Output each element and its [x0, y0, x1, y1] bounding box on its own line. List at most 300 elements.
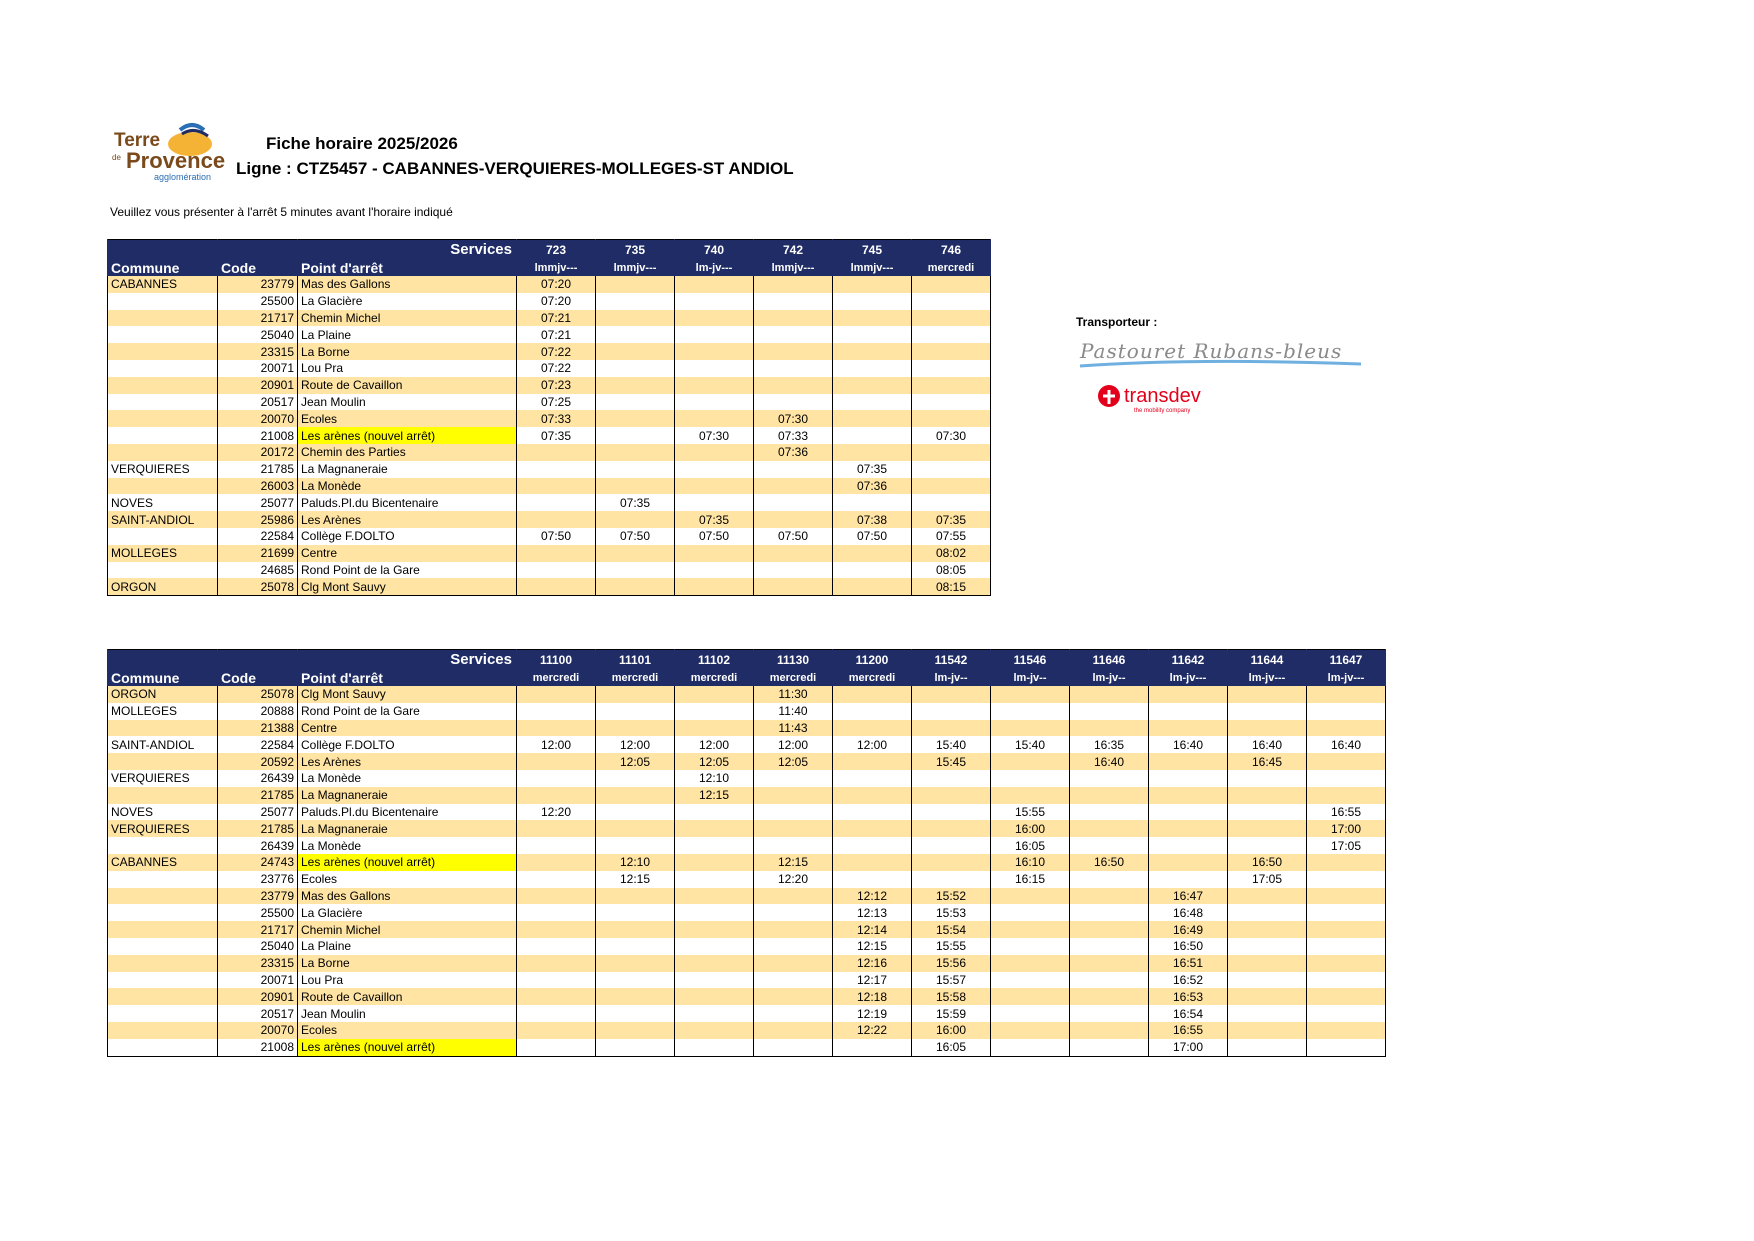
time-cell: [1228, 904, 1307, 921]
time-cell: [912, 686, 991, 703]
table-row: [108, 820, 1386, 837]
time-cell: 16:55: [1149, 1022, 1228, 1039]
time-cell: [596, 1022, 675, 1039]
commune-cell: [108, 955, 218, 972]
svg-text:Pastouret Rubans-bleus: Pastouret Rubans-bleus: [1080, 339, 1343, 363]
time-cell: [1070, 1039, 1149, 1056]
time-cell: [596, 478, 675, 495]
service-number: 11102: [675, 650, 754, 669]
code-cell: 21008: [218, 1039, 298, 1056]
time-cell: 16:40: [1070, 753, 1149, 770]
time-cell: [1070, 1022, 1149, 1039]
code-cell: 20888: [218, 703, 298, 720]
commune-cell: MOLLEGES: [108, 703, 218, 720]
time-cell: [1228, 820, 1307, 837]
time-cell: [1228, 770, 1307, 787]
time-cell: [675, 293, 754, 310]
time-cell: [1307, 904, 1386, 921]
time-cell: 16:50: [1070, 854, 1149, 871]
time-cell: [517, 938, 596, 955]
time-cell: [754, 1039, 833, 1056]
time-cell: [754, 276, 833, 293]
time-cell: [754, 377, 833, 394]
stop-name-cell: La Borne: [298, 343, 517, 360]
time-cell: [1149, 770, 1228, 787]
commune-cell: [108, 988, 218, 1005]
time-cell: 12:12: [833, 888, 912, 905]
commune-cell: MOLLEGES: [108, 545, 218, 562]
time-cell: [754, 545, 833, 562]
time-cell: [517, 562, 596, 579]
code-cell: 23779: [218, 888, 298, 905]
time-cell: 15:55: [912, 938, 991, 955]
time-cell: [991, 1039, 1070, 1056]
time-cell: [517, 854, 596, 871]
time-cell: [596, 972, 675, 989]
col-point-arret: Point d'arrêt: [298, 258, 517, 276]
time-cell: [1307, 888, 1386, 905]
code-cell: 20070: [218, 410, 298, 427]
code-cell: 25040: [218, 326, 298, 343]
code-cell: 20517: [218, 1005, 298, 1022]
stop-name-cell: Collège F.DOLTO: [298, 528, 517, 545]
commune-cell: [108, 427, 218, 444]
time-cell: [754, 955, 833, 972]
service-number: 11546: [991, 650, 1070, 669]
time-cell: 07:35: [675, 511, 754, 528]
stop-name-cell: Chemin des Parties: [298, 444, 517, 461]
table-row: [108, 394, 991, 411]
time-cell: [675, 326, 754, 343]
time-cell: 16:51: [1149, 955, 1228, 972]
time-cell: [675, 343, 754, 360]
time-cell: 12:16: [833, 955, 912, 972]
time-cell: [833, 494, 912, 511]
commune-cell: CABANNES: [108, 854, 218, 871]
time-cell: [517, 988, 596, 1005]
time-cell: [754, 494, 833, 511]
table-row: [108, 427, 991, 444]
time-cell: [596, 686, 675, 703]
commune-cell: [108, 1005, 218, 1022]
time-cell: [833, 871, 912, 888]
table-row: [108, 703, 1386, 720]
time-cell: [675, 720, 754, 737]
stop-name-cell: La Plaine: [298, 938, 517, 955]
code-cell: 20172: [218, 444, 298, 461]
time-cell: 07:36: [754, 444, 833, 461]
time-cell: 07:30: [912, 427, 991, 444]
time-cell: [1307, 1022, 1386, 1039]
commune-cell: [108, 293, 218, 310]
service-days: mercredi: [596, 668, 675, 686]
timetable-return: [107, 649, 1386, 1057]
stop-name-cell: Chemin Michel: [298, 310, 517, 327]
stop-name-cell: Les arènes (nouvel arrêt): [298, 1039, 517, 1056]
time-cell: 07:50: [833, 528, 912, 545]
time-cell: 15:53: [912, 904, 991, 921]
time-cell: [675, 1039, 754, 1056]
time-cell: [675, 972, 754, 989]
time-cell: [517, 871, 596, 888]
table-row: [108, 444, 991, 461]
svg-text:Terre: Terre: [114, 130, 161, 151]
service-number: 745: [833, 240, 912, 259]
code-cell: 20901: [218, 377, 298, 394]
time-cell: 12:15: [833, 938, 912, 955]
time-cell: [1228, 888, 1307, 905]
time-cell: [754, 921, 833, 938]
time-cell: 12:05: [754, 753, 833, 770]
stop-name-cell: Rond Point de la Gare: [298, 703, 517, 720]
time-cell: [1149, 871, 1228, 888]
code-cell: 22584: [218, 736, 298, 753]
time-cell: [912, 276, 991, 293]
time-cell: [1228, 703, 1307, 720]
time-cell: [833, 787, 912, 804]
service-number: 742: [754, 240, 833, 259]
time-cell: [833, 276, 912, 293]
time-cell: [833, 545, 912, 562]
code-cell: 24685: [218, 562, 298, 579]
time-cell: [991, 1005, 1070, 1022]
time-cell: 12:00: [833, 736, 912, 753]
time-cell: [1307, 753, 1386, 770]
time-cell: 16:49: [1149, 921, 1228, 938]
time-cell: [596, 310, 675, 327]
col-code: Code: [218, 668, 298, 686]
time-cell: [596, 427, 675, 444]
commune-cell: [108, 528, 218, 545]
stop-name-cell: Clg Mont Sauvy: [298, 686, 517, 703]
time-cell: [833, 703, 912, 720]
terre-de-provence-logo: [112, 122, 232, 188]
commune-cell: ORGON: [108, 686, 218, 703]
commune-cell: NOVES: [108, 804, 218, 821]
table-row: [108, 478, 991, 495]
time-cell: [912, 394, 991, 411]
time-cell: [833, 854, 912, 871]
service-days: lm-jv---: [1149, 668, 1228, 686]
time-cell: [596, 988, 675, 1005]
stop-name-cell: Route de Cavaillon: [298, 988, 517, 1005]
time-cell: [1307, 720, 1386, 737]
time-cell: [596, 837, 675, 854]
commune-cell: [108, 310, 218, 327]
service-days: lm-jv--: [1070, 668, 1149, 686]
time-cell: [833, 804, 912, 821]
time-cell: 12:13: [833, 904, 912, 921]
time-cell: [991, 938, 1070, 955]
stop-name-cell: La Magnaneraie: [298, 820, 517, 837]
table-row: [108, 921, 1386, 938]
stop-name-cell: Ecoles: [298, 871, 517, 888]
stop-name-cell: Les arènes (nouvel arrêt): [298, 427, 517, 444]
stop-name-cell: Route de Cavaillon: [298, 377, 517, 394]
commune-cell: [108, 888, 218, 905]
service-days: lmmjv---: [596, 258, 675, 276]
time-cell: 07:35: [912, 511, 991, 528]
time-cell: 07:21: [517, 310, 596, 327]
time-cell: [754, 578, 833, 595]
time-cell: [675, 804, 754, 821]
time-cell: 16:52: [1149, 972, 1228, 989]
time-cell: [912, 343, 991, 360]
table-row: [108, 787, 1386, 804]
time-cell: [675, 938, 754, 955]
time-cell: 07:35: [517, 427, 596, 444]
stop-name-cell: Mas des Gallons: [298, 888, 517, 905]
time-cell: 16:48: [1149, 904, 1228, 921]
service-number: 723: [517, 240, 596, 259]
time-cell: [754, 478, 833, 495]
time-cell: 12:17: [833, 972, 912, 989]
table-row: [108, 736, 1386, 753]
time-cell: [517, 478, 596, 495]
time-cell: [1228, 804, 1307, 821]
time-cell: [675, 854, 754, 871]
time-cell: [596, 545, 675, 562]
stop-name-cell: Paluds.Pl.du Bicentenaire: [298, 494, 517, 511]
time-cell: 16:40: [1149, 736, 1228, 753]
code-cell: 25078: [218, 686, 298, 703]
time-cell: 08:02: [912, 545, 991, 562]
time-cell: [754, 343, 833, 360]
code-cell: 20071: [218, 972, 298, 989]
time-cell: [675, 888, 754, 905]
code-cell: 21785: [218, 787, 298, 804]
time-cell: [1149, 820, 1228, 837]
commune-cell: [108, 410, 218, 427]
commune-cell: [108, 394, 218, 411]
stop-name-cell: Rond Point de la Gare: [298, 562, 517, 579]
time-cell: [991, 972, 1070, 989]
time-cell: [1228, 921, 1307, 938]
time-cell: [912, 494, 991, 511]
service-number: 746: [912, 240, 991, 259]
time-cell: [754, 787, 833, 804]
time-cell: [833, 770, 912, 787]
time-cell: [596, 955, 675, 972]
time-cell: [754, 837, 833, 854]
time-cell: [912, 720, 991, 737]
table-row: [108, 686, 1386, 703]
table-row: [108, 1039, 1386, 1056]
table-row: [108, 988, 1386, 1005]
services-label: Services: [298, 240, 517, 259]
time-cell: 12:15: [675, 787, 754, 804]
code-cell: 25986: [218, 511, 298, 528]
time-cell: 11:40: [754, 703, 833, 720]
time-cell: [675, 444, 754, 461]
table-row: [108, 871, 1386, 888]
time-cell: [596, 787, 675, 804]
commune-cell: ORGON: [108, 578, 218, 595]
time-cell: [1307, 972, 1386, 989]
time-cell: [517, 511, 596, 528]
time-cell: [754, 511, 833, 528]
service-days: mercredi: [675, 668, 754, 686]
col-commune: Commune: [108, 668, 218, 686]
time-cell: [596, 1039, 675, 1056]
time-cell: 15:58: [912, 988, 991, 1005]
table-row: [108, 528, 991, 545]
time-cell: [912, 770, 991, 787]
time-cell: 16:35: [1070, 736, 1149, 753]
service-days: lm-jv---: [675, 258, 754, 276]
time-cell: 07:22: [517, 360, 596, 377]
svg-text:agglomération: agglomération: [154, 172, 212, 182]
time-cell: 15:40: [912, 736, 991, 753]
code-cell: 21785: [218, 461, 298, 478]
stop-name-cell: La Magnaneraie: [298, 461, 517, 478]
code-cell: 20901: [218, 988, 298, 1005]
time-cell: 11:30: [754, 686, 833, 703]
time-cell: [596, 770, 675, 787]
time-cell: [754, 562, 833, 579]
time-cell: 12:05: [596, 753, 675, 770]
stop-name-cell: Centre: [298, 720, 517, 737]
transporteur-label: Transporteur :: [1076, 315, 1158, 329]
time-cell: [833, 753, 912, 770]
time-cell: 15:56: [912, 955, 991, 972]
commune-cell: [108, 972, 218, 989]
time-cell: [1228, 1005, 1307, 1022]
timetable-outbound: [107, 239, 991, 596]
table-row: [108, 837, 1386, 854]
table-row: [108, 770, 1386, 787]
time-cell: 12:15: [754, 854, 833, 871]
table-row: [108, 360, 991, 377]
time-cell: [833, 820, 912, 837]
time-cell: [1228, 988, 1307, 1005]
table-row: [108, 494, 991, 511]
time-cell: [754, 938, 833, 955]
services-label: Services: [298, 650, 517, 669]
service-number: 11647: [1307, 650, 1386, 669]
time-cell: [675, 820, 754, 837]
time-cell: [1070, 820, 1149, 837]
time-cell: [1070, 1005, 1149, 1022]
time-cell: [991, 888, 1070, 905]
time-cell: [596, 820, 675, 837]
time-cell: [596, 804, 675, 821]
time-cell: [596, 276, 675, 293]
commune-cell: [108, 871, 218, 888]
time-cell: [991, 753, 1070, 770]
stop-name-cell: La Glacière: [298, 293, 517, 310]
time-cell: [912, 820, 991, 837]
stop-name-cell: Clg Mont Sauvy: [298, 578, 517, 595]
time-cell: 12:05: [675, 753, 754, 770]
table-row: [108, 888, 1386, 905]
time-cell: [1228, 938, 1307, 955]
stop-name-cell: Les Arènes: [298, 511, 517, 528]
time-cell: [596, 1005, 675, 1022]
time-cell: 07:50: [754, 528, 833, 545]
time-cell: [833, 360, 912, 377]
time-cell: [1070, 988, 1149, 1005]
time-cell: [517, 494, 596, 511]
time-cell: [517, 1005, 596, 1022]
time-cell: [991, 955, 1070, 972]
time-cell: [1070, 871, 1149, 888]
service-days: lmmjv---: [833, 258, 912, 276]
header-spacer: [218, 240, 298, 259]
time-cell: [833, 343, 912, 360]
time-cell: [675, 1005, 754, 1022]
time-cell: [912, 854, 991, 871]
time-cell: [1228, 787, 1307, 804]
time-cell: [675, 871, 754, 888]
service-number: 11642: [1149, 650, 1228, 669]
time-cell: [1070, 686, 1149, 703]
time-cell: [1149, 686, 1228, 703]
code-cell: 25078: [218, 578, 298, 595]
time-cell: [833, 837, 912, 854]
time-cell: [1307, 787, 1386, 804]
commune-cell: [108, 360, 218, 377]
time-cell: [596, 703, 675, 720]
table-row: [108, 545, 991, 562]
service-number: 11101: [596, 650, 675, 669]
time-cell: [1070, 804, 1149, 821]
commune-cell: [108, 921, 218, 938]
service-days: mercredi: [517, 668, 596, 686]
time-cell: [912, 293, 991, 310]
time-cell: [1228, 972, 1307, 989]
time-cell: [675, 837, 754, 854]
time-cell: 07:35: [833, 461, 912, 478]
code-cell: 21717: [218, 921, 298, 938]
time-cell: [675, 394, 754, 411]
time-cell: 15:54: [912, 921, 991, 938]
code-cell: 24743: [218, 854, 298, 871]
time-cell: [1070, 972, 1149, 989]
time-cell: 12:20: [517, 804, 596, 821]
header-spacer: [108, 240, 218, 259]
time-cell: 07:21: [517, 326, 596, 343]
time-cell: [517, 837, 596, 854]
code-cell: 25040: [218, 938, 298, 955]
stop-name-cell: Lou Pra: [298, 972, 517, 989]
time-cell: 12:10: [675, 770, 754, 787]
time-cell: 07:30: [754, 410, 833, 427]
code-cell: 23779: [218, 276, 298, 293]
col-commune: Commune: [108, 258, 218, 276]
time-cell: [1307, 1005, 1386, 1022]
time-cell: [754, 770, 833, 787]
time-cell: [517, 444, 596, 461]
time-cell: [833, 686, 912, 703]
time-cell: 12:18: [833, 988, 912, 1005]
time-cell: [1070, 787, 1149, 804]
time-cell: [1307, 938, 1386, 955]
time-cell: 07:30: [675, 427, 754, 444]
table-row: [108, 720, 1386, 737]
time-cell: [596, 888, 675, 905]
time-cell: 07:23: [517, 377, 596, 394]
time-cell: 07:22: [517, 343, 596, 360]
time-cell: 15:45: [912, 753, 991, 770]
time-cell: [1070, 837, 1149, 854]
time-cell: 12:20: [754, 871, 833, 888]
time-cell: [517, 1039, 596, 1056]
time-cell: [517, 820, 596, 837]
time-cell: [675, 545, 754, 562]
time-cell: 12:00: [596, 736, 675, 753]
service-number: 735: [596, 240, 675, 259]
